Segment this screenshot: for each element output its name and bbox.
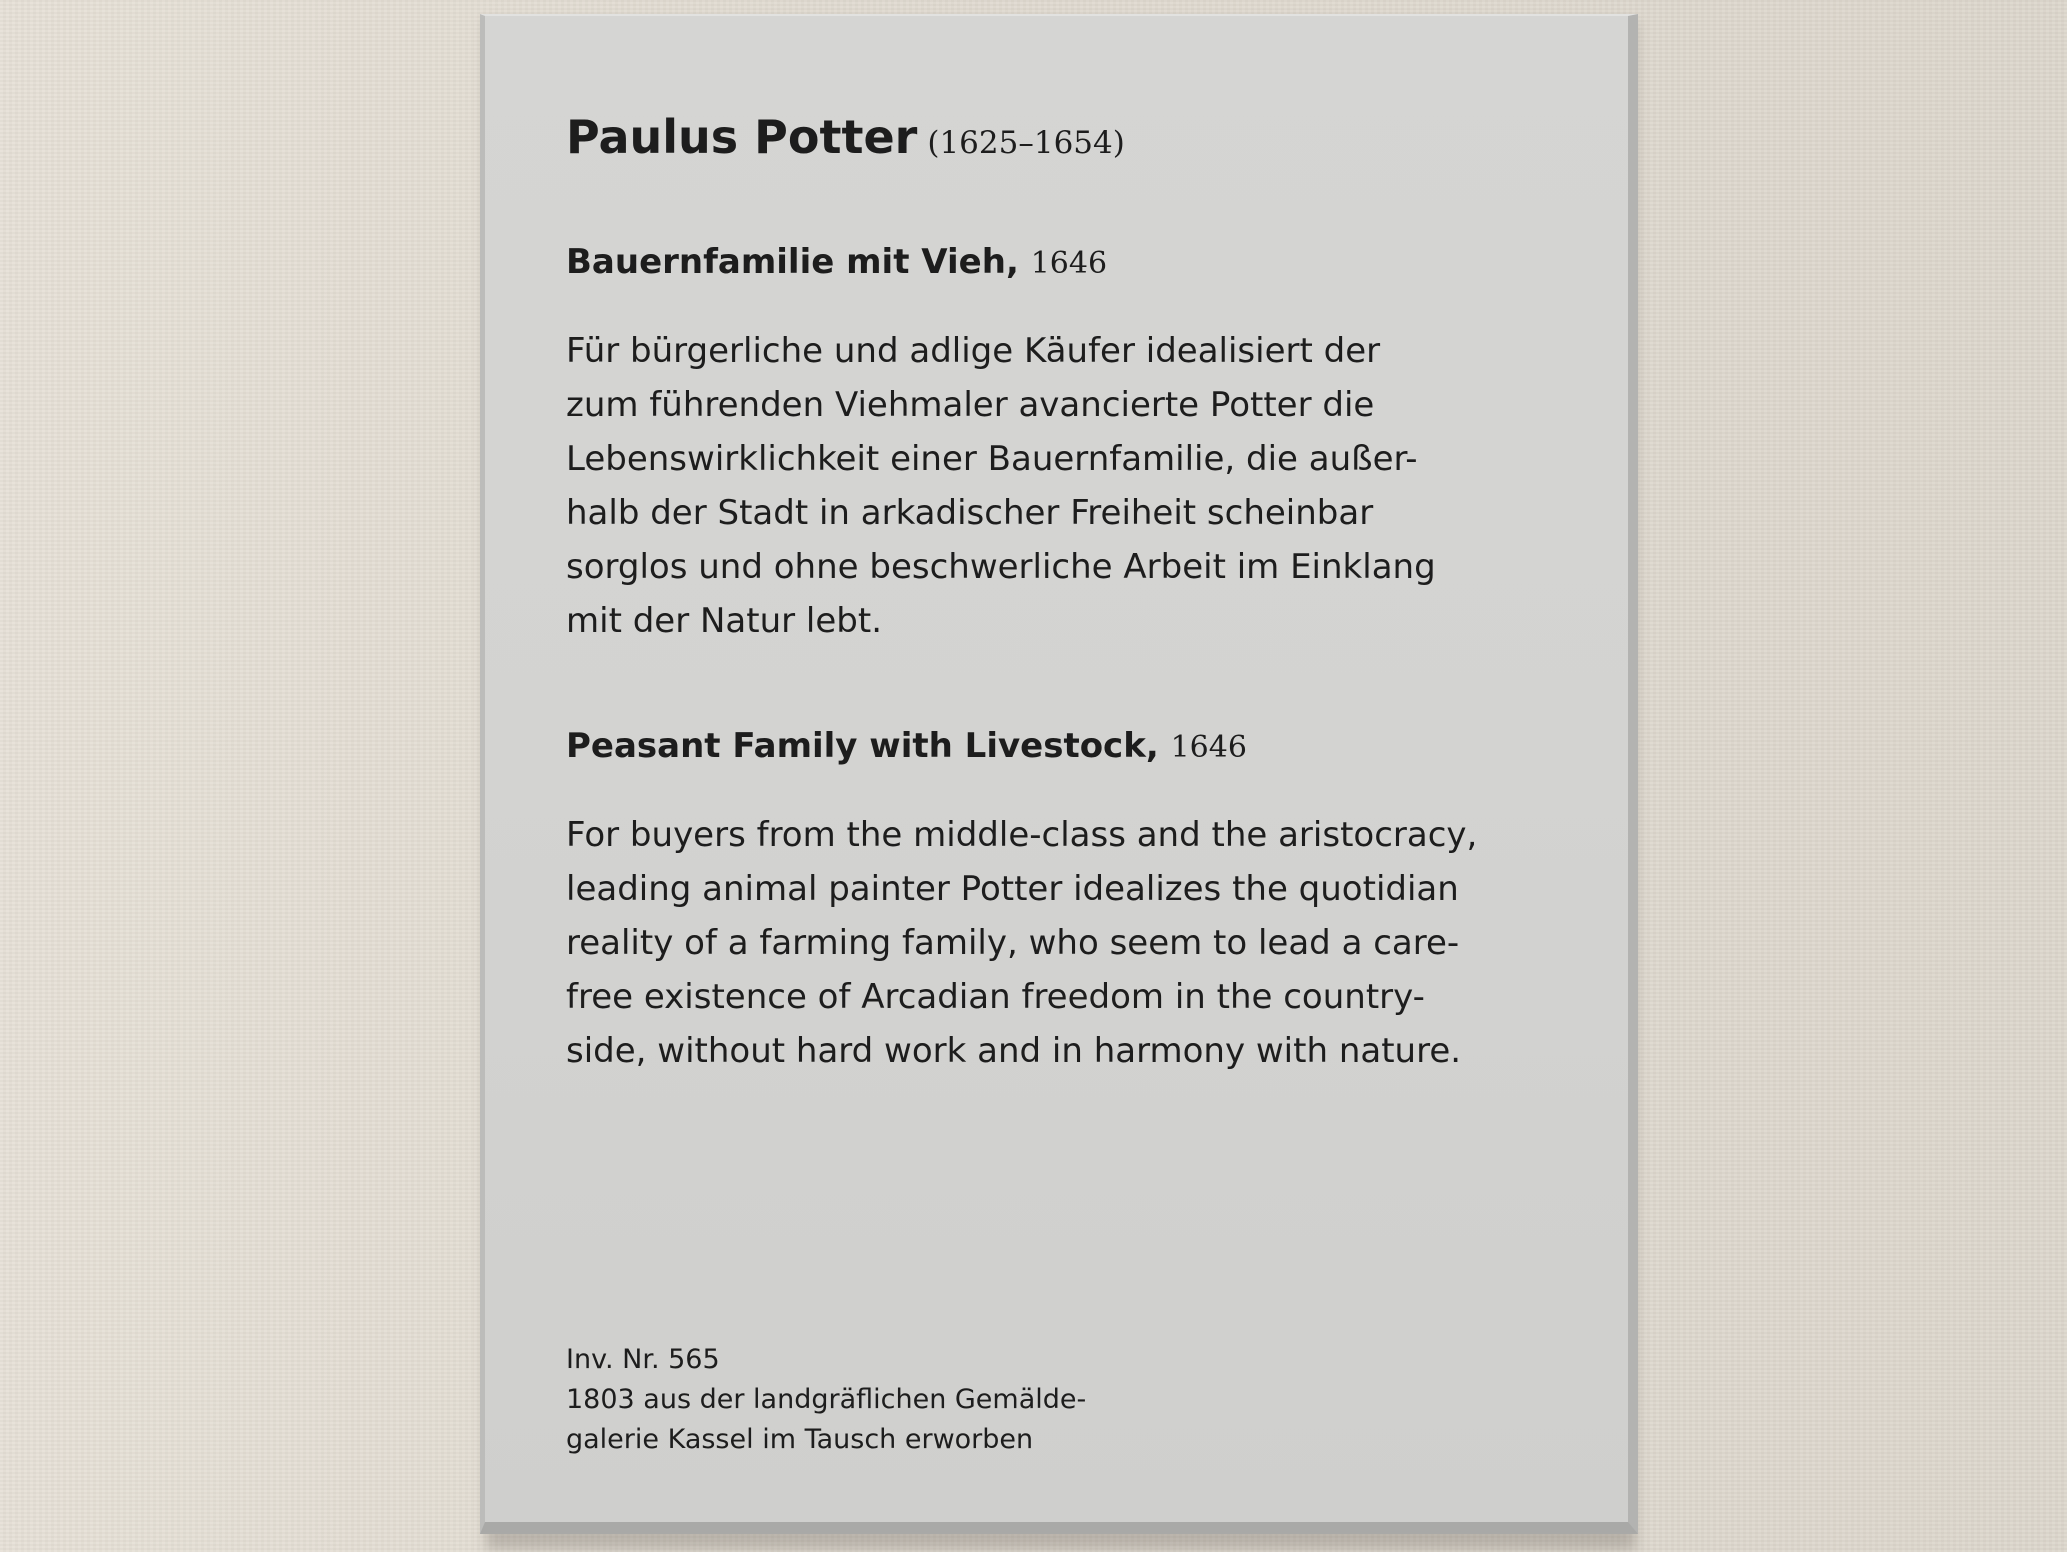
english-line-3: reality of a farming family, who seem to lead a care-: [566, 923, 1460, 963]
german-title-separator: ,: [1005, 242, 1019, 282]
german-line-1: Für bürgerliche und adlige Käufer idealisiert der: [566, 331, 1381, 371]
english-title-text: Peasant Family with Livestock: [566, 726, 1146, 766]
artist-heading: [566, 110, 1125, 164]
german-title: [566, 242, 1107, 282]
provenance-line-1: 1803 aus der landgräflichen Gemälde-: [566, 1384, 1087, 1415]
english-title-separator: ,: [1145, 726, 1159, 766]
german-title-year: 1646: [1030, 246, 1108, 281]
inventory-number: Inv. Nr. 565: [566, 1344, 720, 1375]
german-line-4: halb der Stadt in arkadischer Freiheit scheinbar: [566, 493, 1374, 533]
artist-name: Paulus Potter: [566, 110, 918, 164]
english-description: [566, 808, 1477, 1078]
provenance-line-2: galerie Kassel im Tausch erworben: [566, 1424, 1034, 1455]
german-line-5: sorglos und ohne beschwerliche Arbeit im Einklang: [566, 547, 1436, 587]
german-line-3: Lebenswirklichkeit einer Bauernfamilie, die außer-: [566, 439, 1418, 479]
english-line-4: free existence of Arcadian freedom in the country-: [566, 977, 1425, 1017]
artist-dates: (1625–1654): [927, 125, 1125, 161]
german-title-text: Bauernfamilie mit Vieh: [566, 242, 1006, 282]
english-line-1: For buyers from the middle-class and the aristocracy,: [566, 815, 1478, 855]
german-line-6: mit der Natur lebt.: [566, 601, 883, 641]
english-line-2: leading animal painter Potter idealizes the quotidian: [566, 869, 1459, 909]
provenance-credit: [566, 1340, 1086, 1460]
german-description: [566, 324, 1436, 648]
english-line-5: side, without hard work and in harmony with nature.: [566, 1031, 1462, 1071]
english-title: [566, 726, 1247, 766]
german-line-2: zum führenden Viehmaler avancierte Potter die: [566, 385, 1375, 425]
english-title-year: 1646: [1170, 730, 1247, 765]
